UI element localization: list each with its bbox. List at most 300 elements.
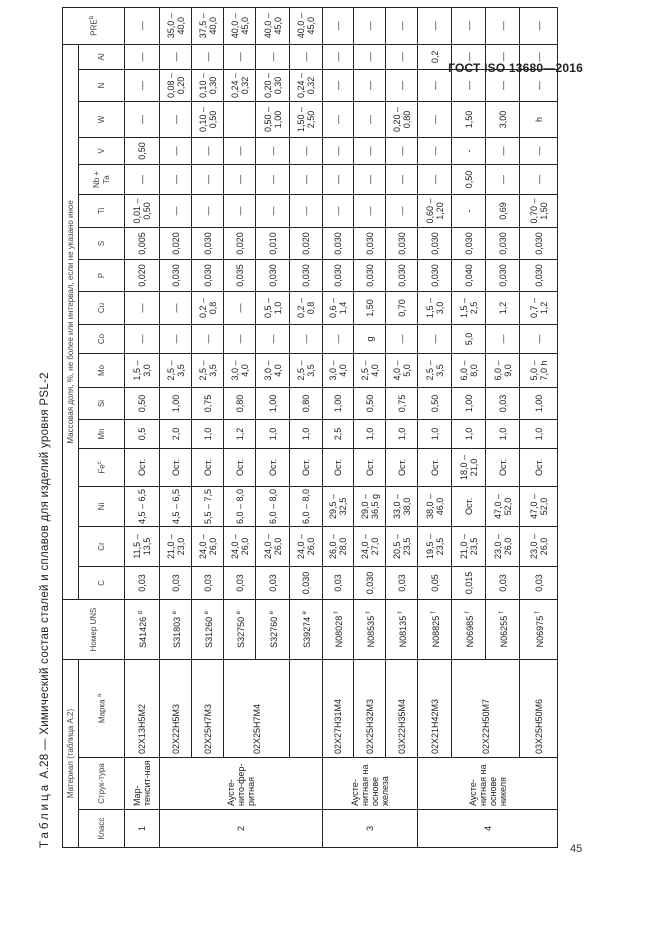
value-cell: 0,2 – 0,8 (290, 291, 323, 324)
value-cell: 1,5 – 3,0 (418, 291, 452, 324)
table-row (160, 7, 192, 847)
value-cell: 1,0 (386, 419, 418, 448)
value-cell: 6,0 – 8,0 (290, 486, 323, 526)
value-cell: 0,030 (354, 566, 386, 599)
value-cell: 24,0 – 26,0 (224, 526, 256, 566)
value-cell: 20,5 – 23,5 (386, 526, 418, 566)
value-cell: 6,0 – 8,0 (452, 353, 486, 387)
element-header: V (79, 137, 125, 164)
value-cell: — (486, 324, 520, 353)
uns-cell: N06985 $^f$ (452, 599, 486, 659)
value-cell: 0,70 – 1,50 (520, 194, 558, 227)
value-cell: — (224, 194, 256, 227)
element-header: Fe$^c$ (79, 448, 125, 486)
value-cell: 0,50 (452, 164, 486, 194)
grade-cell: 02Х22Н5М3 (160, 659, 192, 757)
value-cell: — (386, 324, 418, 353)
value-cell: — (192, 194, 224, 227)
grade-cell (290, 659, 323, 757)
value-cell: 0,75 (192, 387, 224, 419)
value-cell: 1,0 (192, 419, 224, 448)
element-header: Co (79, 324, 125, 353)
value-cell: Ост. (224, 448, 256, 486)
value-cell: 0,03 (160, 566, 192, 599)
uns-cell: S41426 $^d$ (125, 599, 160, 659)
value-cell: 40,0 – 45,0 (290, 7, 323, 44)
value-cell: 26,0 – 28,0 (323, 526, 354, 566)
value-cell: 0,50 – 1,00 (256, 101, 290, 137)
value-cell: 0,24 – 0,32 (290, 69, 323, 101)
value-cell: Ост. (323, 448, 354, 486)
value-cell: 19,5 – 23,5 (418, 526, 452, 566)
value-cell: 29,5 – 32,5 (323, 486, 354, 526)
value-cell: h (520, 101, 558, 137)
value-cell: — (520, 164, 558, 194)
value-cell: 0,03 (520, 566, 558, 599)
value-cell: — (354, 164, 386, 194)
value-cell: Ост. (256, 448, 290, 486)
value-cell: 0,20 – 0,80 (386, 101, 418, 137)
value-cell: — (418, 7, 452, 44)
value-cell: 29,0 – 36,5 g (354, 486, 386, 526)
value-cell: — (486, 137, 520, 164)
page-number: 45 (570, 843, 583, 855)
value-cell: 1,00 (323, 387, 354, 419)
value-cell: — (386, 164, 418, 194)
value-cell: — (125, 101, 160, 137)
value-cell: 2,5 – 3,5 (192, 353, 224, 387)
value-cell: 0,50 (125, 137, 160, 164)
grade-cell: 02Х21Н42М3 (418, 659, 452, 757)
value-cell: 11,5 – 13,5 (125, 526, 160, 566)
grade-cell: 02Х25Н32М3 (354, 659, 386, 757)
value-cell: 0,030 (520, 227, 558, 259)
material-group-header: Материал (таблица А.2) (63, 659, 79, 847)
value-cell: 1,5 – 3,0 (125, 353, 160, 387)
value-cell: 0,69 (486, 194, 520, 227)
value-cell: Ост. (290, 448, 323, 486)
value-cell: Ост. (520, 448, 558, 486)
value-cell: 0,030 (386, 227, 418, 259)
caption-text: А.28 — Химический состав сталей и сплавов для изделий уровня PSL-2 (39, 372, 51, 779)
klass-cell: 3 (323, 810, 418, 848)
value-cell: — (452, 44, 486, 69)
chemical-composition-table (62, 7, 558, 848)
value-cell: 0,030 (386, 259, 418, 291)
value-cell: 0,020 (160, 227, 192, 259)
value-cell: 1,2 (486, 291, 520, 324)
value-cell: 3,00 (486, 101, 520, 137)
value-cell: 0,80 (290, 387, 323, 419)
value-cell: 0,60 – 1,20 (418, 194, 452, 227)
value-cell: — (386, 194, 418, 227)
element-header: Al (79, 44, 125, 69)
value-cell: 1,50 (354, 291, 386, 324)
value-cell: — (290, 137, 323, 164)
uns-cell: N08028 $^f$ (323, 599, 354, 659)
value-cell: 0,030 (354, 227, 386, 259)
value-cell: 1,2 (224, 419, 256, 448)
value-cell: — (354, 137, 386, 164)
value-cell: 0,030 (452, 227, 486, 259)
value-cell: 1,0 (290, 419, 323, 448)
value-cell: 24,0 – 26,0 (256, 526, 290, 566)
element-header: W (79, 101, 125, 137)
structure-cell: Аусте-нито-фер-ритная (160, 758, 323, 810)
value-cell: — (323, 101, 354, 137)
grade-cell: 02Х27Н31М4 (323, 659, 354, 757)
value-cell: — (160, 44, 192, 69)
value-cell: — (290, 44, 323, 69)
grade-cell: 02Х25Н7М4 (224, 659, 290, 757)
value-cell (224, 101, 256, 137)
value-cell: — (224, 291, 256, 324)
value-cell: — (354, 44, 386, 69)
table-row (323, 7, 354, 847)
value-cell: 0,010 (256, 227, 290, 259)
value-cell: 0,030 (192, 259, 224, 291)
uns-cell: N08135 $^f$ (386, 599, 418, 659)
value-cell: 0,5 – 1,0 (256, 291, 290, 324)
value-cell: 0,7 – 1,2 (520, 291, 558, 324)
value-cell: — (224, 324, 256, 353)
table-row (418, 7, 452, 847)
uns-cell: N06975 $^f$ (520, 599, 558, 659)
table-row (125, 7, 160, 847)
element-header: Cr (79, 526, 125, 566)
grade-cell: 03Х25Н50М6 (520, 659, 558, 757)
value-cell: 0,03 (192, 566, 224, 599)
value-cell: — (323, 324, 354, 353)
value-cell: — (160, 291, 192, 324)
value-cell: 0,005 (125, 227, 160, 259)
value-cell: Ост. (125, 448, 160, 486)
value-cell: 6,0 – 8,0 (256, 486, 290, 526)
value-cell: — (520, 44, 558, 69)
value-cell: — (125, 164, 160, 194)
element-header: S (79, 227, 125, 259)
value-cell: 2,5 (323, 419, 354, 448)
element-header: Mo (79, 353, 125, 387)
value-cell: — (125, 291, 160, 324)
value-cell: Ост. (354, 448, 386, 486)
grade-cell: 02Х13Н5М2 (125, 659, 160, 757)
element-header: Nb + Ta (79, 164, 125, 194)
value-cell: 40,0 – 45,0 (224, 7, 256, 44)
value-cell: 1,0 (354, 419, 386, 448)
uns-cell: S39274 $^e$ (290, 599, 323, 659)
value-cell: 1,00 (452, 387, 486, 419)
value-cell: 1,0 (486, 419, 520, 448)
value-cell: 1,50 (452, 101, 486, 137)
value-cell: — (418, 69, 452, 101)
value-cell: — (520, 137, 558, 164)
element-header: C (79, 566, 125, 599)
uns-cell: S32750 $^e$ (224, 599, 256, 659)
grade-cell: 03Х22Н35М4 (386, 659, 418, 757)
klass-cell: 2 (160, 810, 323, 848)
value-cell: 0,030 (520, 259, 558, 291)
value-cell: — (354, 194, 386, 227)
value-cell: 5,5 – 7,5 (192, 486, 224, 526)
value-cell: 0,020 (224, 227, 256, 259)
pre-header: PRE$^b$ (63, 7, 125, 44)
grade-cell: 02Х22Н50М7 (452, 659, 520, 757)
value-cell: — (323, 164, 354, 194)
value-cell: 0,03 (486, 566, 520, 599)
value-cell: 35,0 – 40,0 (160, 7, 192, 44)
value-cell: 0,020 (290, 227, 323, 259)
uns-header: Номер UNS (63, 599, 125, 659)
value-cell: 0,80 (224, 387, 256, 419)
value-cell: 1,50 – 2,50 (290, 101, 323, 137)
value-cell: 0,50 (125, 387, 160, 419)
value-cell: 1,5 – 2,5 (452, 291, 486, 324)
value-cell: 0,2 (418, 44, 452, 69)
value-cell: 6,0 – 9,0 (486, 353, 520, 387)
value-cell: — (520, 324, 558, 353)
value-cell: 3,0 – 4,0 (323, 353, 354, 387)
value-cell: 23,0 – 26,0 (486, 526, 520, 566)
value-cell: 47,0 – 52,0 (486, 486, 520, 526)
value-cell: 0,75 (386, 387, 418, 419)
value-cell: Ост. (486, 448, 520, 486)
value-cell: Ост. (160, 448, 192, 486)
value-cell: 0,020 (125, 259, 160, 291)
value-cell: 0,24 – 0,32 (224, 69, 256, 101)
value-cell: — (224, 44, 256, 69)
value-cell: 0,50 (418, 387, 452, 419)
value-cell: 5,0 – 7,0 h (520, 353, 558, 387)
value-cell: 0,20 – 0,30 (256, 69, 290, 101)
element-header: Si (79, 387, 125, 419)
value-cell: — (323, 69, 354, 101)
value-cell: 0,030 (418, 227, 452, 259)
uns-cell: N06255 $^f$ (486, 599, 520, 659)
value-cell: — (256, 194, 290, 227)
value-cell: — (418, 164, 452, 194)
mass-fraction-group-header: Массовая доля, %, не более или интервал, если не указано иное (63, 44, 79, 599)
klass-header: Класс (79, 810, 125, 848)
value-cell: 21,0 – 23,5 (452, 526, 486, 566)
value-cell: — (452, 69, 486, 101)
value-cell: Ост. (386, 448, 418, 486)
table-row (520, 7, 558, 847)
element-header: Mn (79, 419, 125, 448)
value-cell: 1,00 (256, 387, 290, 419)
value-cell: 24,0 – 26,0 (290, 526, 323, 566)
value-cell: 0,5 (125, 419, 160, 448)
value-cell: — (386, 7, 418, 44)
value-cell: Ост. (418, 448, 452, 486)
uns-cell: N08825 $^f$ (418, 599, 452, 659)
value-cell: — (323, 137, 354, 164)
value-cell: — (125, 44, 160, 69)
value-cell: — (160, 164, 192, 194)
value-cell: — (160, 101, 192, 137)
value-cell: 0,01 – 0,50 (125, 194, 160, 227)
value-cell: — (452, 7, 486, 44)
value-cell: 1,0 (452, 419, 486, 448)
value-cell: — (192, 137, 224, 164)
value-cell: 0,030 (354, 259, 386, 291)
value-cell: 23,0 – 26,0 (520, 526, 558, 566)
value-cell: 24,0 – 26,0 (192, 526, 224, 566)
value-cell: 2,5 – 3,5 (418, 353, 452, 387)
value-cell: — (160, 137, 192, 164)
value-cell: — (125, 69, 160, 101)
value-cell: 4,5 – 6,5 (125, 486, 160, 526)
value-cell: — (290, 164, 323, 194)
value-cell: 3,0 – 4,0 (256, 353, 290, 387)
value-cell: 21,0 – 23,0 (160, 526, 192, 566)
value-cell: 0,030 (290, 566, 323, 599)
grade-cell: 02Х25Н7М3 (192, 659, 224, 757)
value-cell: — (192, 44, 224, 69)
value-cell: — (160, 194, 192, 227)
value-cell: — (386, 69, 418, 101)
value-cell: — (486, 7, 520, 44)
table-row (354, 7, 386, 847)
value-cell: 0,2 – 0,8 (192, 291, 224, 324)
value-cell: 1,0 (520, 419, 558, 448)
value-cell: — (486, 44, 520, 69)
value-cell: 4,5 – 6,5 (160, 486, 192, 526)
value-cell: — (160, 324, 192, 353)
value-cell: 0,10 – 0,30 (192, 69, 224, 101)
grade-header: Марка $^a$ (79, 659, 125, 757)
value-cell: 33,0 – 38,0 (386, 486, 418, 526)
value-cell: 24,0 – 27,0 (354, 526, 386, 566)
value-cell: — (520, 69, 558, 101)
uns-cell: S31803 $^e$ (160, 599, 192, 659)
value-cell: 2,0 (160, 419, 192, 448)
value-cell: — (418, 137, 452, 164)
value-cell: 3,0 – 4,0 (224, 353, 256, 387)
value-cell: 0,03 (486, 387, 520, 419)
value-cell: 0,08 – 0,20 (160, 69, 192, 101)
value-cell: — (224, 137, 256, 164)
value-cell: - (452, 194, 486, 227)
value-cell: 0,030 (418, 259, 452, 291)
value-cell: 0,030 (486, 227, 520, 259)
table-row (452, 7, 486, 847)
value-cell: 0,030 (323, 227, 354, 259)
value-cell: — (386, 44, 418, 69)
table-row (192, 7, 224, 847)
value-cell: 0,03 (224, 566, 256, 599)
element-header: Ni (79, 486, 125, 526)
value-cell: 0,040 (452, 259, 486, 291)
value-cell: — (323, 44, 354, 69)
value-cell: — (354, 69, 386, 101)
value-cell: 0,030 (192, 227, 224, 259)
value-cell: 0,030 (323, 259, 354, 291)
value-cell: — (418, 101, 452, 137)
value-cell: 6,0 – 8,0 (224, 486, 256, 526)
value-cell: — (486, 164, 520, 194)
value-cell: 0,015 (452, 566, 486, 599)
value-cell: 0,6 – 1,4 (323, 291, 354, 324)
value-cell: 0,03 (256, 566, 290, 599)
value-cell: 1,0 (256, 419, 290, 448)
value-cell: — (256, 137, 290, 164)
uns-cell: S32760 $^e$ (256, 599, 290, 659)
value-cell: 2,5 – 4,0 (354, 353, 386, 387)
value-cell: 0,50 (354, 387, 386, 419)
klass-cell: 1 (125, 810, 160, 848)
value-cell: — (256, 44, 290, 69)
value-cell: — (354, 101, 386, 137)
value-cell: 0,030 (256, 259, 290, 291)
value-cell: - (452, 137, 486, 164)
value-cell: 18,0 – 21,0 (452, 448, 486, 486)
value-cell: 47,0 – 52,0 (520, 486, 558, 526)
value-cell: Ост. (192, 448, 224, 486)
value-cell: Ост. (452, 486, 486, 526)
value-cell: — (486, 69, 520, 101)
value-cell: g (354, 324, 386, 353)
value-cell: — (256, 324, 290, 353)
value-cell: 0,030 (486, 259, 520, 291)
structure-cell: Аусте-нитная на основе никеля (418, 758, 558, 810)
value-cell: 0,030 (290, 259, 323, 291)
uns-cell: N08535 $^f$ (354, 599, 386, 659)
value-cell: — (386, 137, 418, 164)
document-standard-header: ГОСТ ISO 13680—2016 (448, 61, 583, 75)
value-cell: 0,03 (125, 566, 160, 599)
value-cell: — (323, 194, 354, 227)
value-cell: 4,0 – 5,0 (386, 353, 418, 387)
element-header: N (79, 69, 125, 101)
structure-cell: Мар-тенсит-ная (125, 758, 160, 810)
value-cell: 2,5 – 3,5 (160, 353, 192, 387)
value-cell: 1,0 (418, 419, 452, 448)
value-cell: 0,030 (160, 259, 192, 291)
value-cell: — (418, 324, 452, 353)
value-cell: 0,035 (224, 259, 256, 291)
value-cell: 37,5 – 40,0 (192, 7, 224, 44)
value-cell: 0,05 (418, 566, 452, 599)
value-cell: — (323, 7, 354, 44)
value-cell: — (224, 164, 256, 194)
value-cell: 1,00 (160, 387, 192, 419)
value-cell: 0,70 (386, 291, 418, 324)
table-row (290, 7, 323, 847)
value-cell: 1,00 (520, 387, 558, 419)
value-cell: — (354, 7, 386, 44)
value-cell: — (192, 164, 224, 194)
value-cell: — (125, 7, 160, 44)
value-cell: — (125, 324, 160, 353)
structure-cell: Аусте-нитная на основе железа (323, 758, 418, 810)
value-cell: 0,03 (386, 566, 418, 599)
structure-header: Струк-тура (79, 758, 125, 810)
value-cell: — (290, 194, 323, 227)
value-cell: 40,0 – 45,0 (256, 7, 290, 44)
table-row (224, 7, 256, 847)
value-cell: 5,0 (452, 324, 486, 353)
uns-cell: S31260 $^e$ (192, 599, 224, 659)
value-cell: 0,03 (323, 566, 354, 599)
value-cell: — (520, 7, 558, 44)
value-cell: 38,0 – 46,0 (418, 486, 452, 526)
table-row (386, 7, 418, 847)
element-header: Ti (79, 194, 125, 227)
value-cell: — (192, 324, 224, 353)
element-header: Cu (79, 291, 125, 324)
caption-prefix: Таблица (39, 781, 51, 848)
